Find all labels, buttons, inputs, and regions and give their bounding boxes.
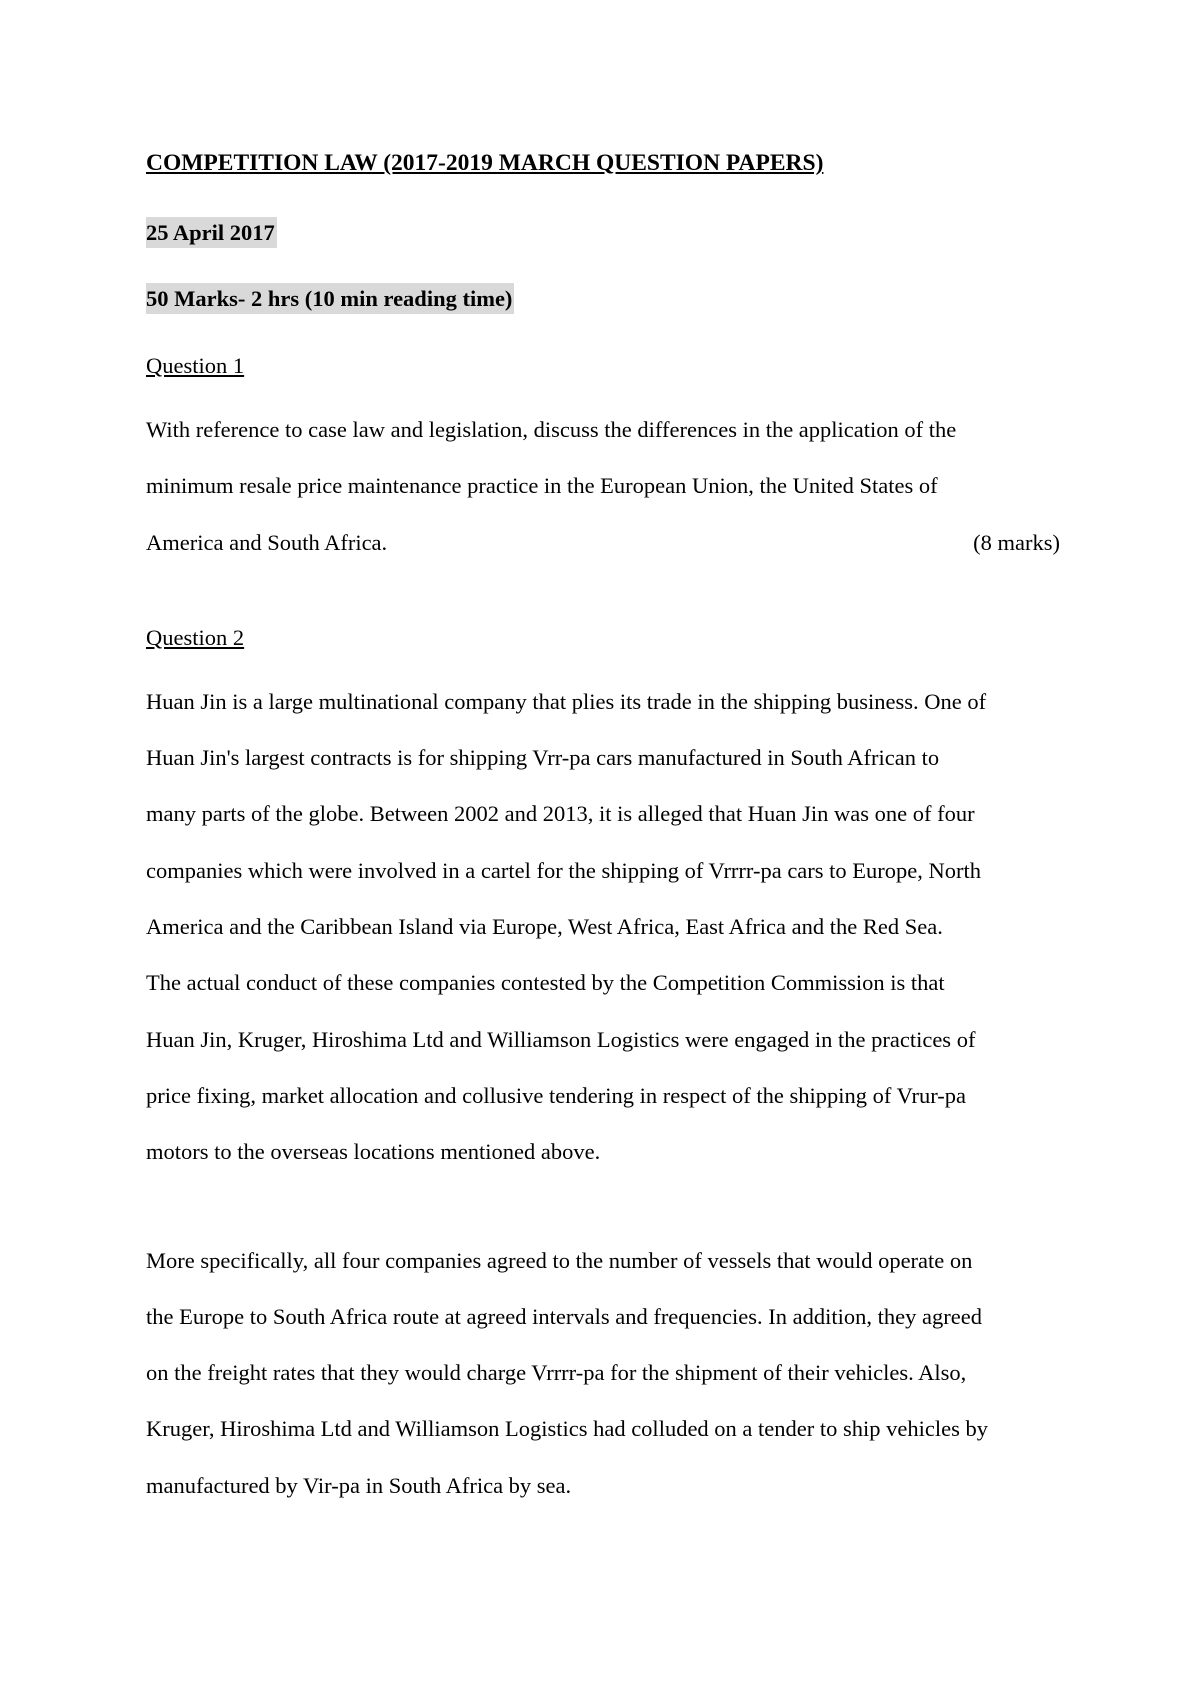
date-line-wrap (146, 217, 1060, 248)
question-1-heading: Question 1 (146, 353, 245, 378)
question-2-paragraph-2 (146, 1233, 1060, 1514)
question-1-line: America and South Africa. (146, 529, 388, 555)
question-2-heading: Question 2 (146, 624, 245, 650)
marks-and-time: 50 Marks- 2 hrs (10 min reading time) (146, 283, 514, 314)
paragraph-line: companies which were involved in a cartel for the shipping of Vrrrr-pa cars to Europe, North (146, 857, 982, 883)
paragraph-line: America and the Caribbean Island via Europe, West Africa, East Africa and the Red Sea. (146, 914, 943, 940)
document-title: COMPETITION LAW (2017-2019 MARCH QUESTION PAPERS) (146, 150, 824, 176)
paragraph-line: manufactured by Vir-pa in South Africa by sea. (146, 1472, 572, 1498)
spacer (146, 571, 1060, 621)
document-body (146, 146, 1060, 1514)
paragraph-line: More specifically, all four companies agreed to the number of vessels that would operate on (146, 1247, 973, 1273)
paragraph-line: Huan Jin's largest contracts is for shipping Vrr-pa cars manufactured in South African to (146, 745, 940, 771)
question-1-line: With reference to case law and legislation, discuss the differences in the application of the (146, 417, 957, 442)
question-2-paragraph-1 (146, 674, 1060, 1181)
paragraph-line: many parts of the globe. Between 2002 and 2013, it is alleged that Huan Jin was one of four (146, 801, 975, 827)
spacer (146, 1181, 1060, 1233)
exam-date: 25 April 2017 (146, 217, 277, 248)
question-1-marks: (8 marks) (973, 529, 1060, 555)
paragraph-line: The actual conduct of these companies contested by the Competition Commission is that (146, 970, 945, 996)
question-1-line: minimum resale price maintenance practice in the European Union, the United States of (146, 473, 938, 499)
paragraph-line: motors to the overseas locations mentioned above. (146, 1139, 601, 1165)
question-1-last-line (146, 515, 1060, 571)
paragraph-line: Huan Jin is a large multinational company that plies its trade in the shipping business. One of (146, 688, 987, 714)
paragraph-line: Huan Jin, Kruger, Hiroshima Ltd and Williamson Logistics were engaged in the practices of (146, 1026, 976, 1052)
paragraph-line: Kruger, Hiroshima Ltd and Williamson Logistics had colluded on a tender to ship vehicles by (146, 1416, 988, 1442)
question-1-text (146, 402, 1060, 571)
marks-line-wrap (146, 283, 1060, 314)
paragraph-line: the Europe to South Africa route at agreed intervals and frequencies. In addition, they agreed (146, 1303, 982, 1329)
paragraph-line: on the freight rates that they would charge Vrrrr-pa for the shipment of their vehicles. Also, (146, 1360, 967, 1386)
paragraph-line: price fixing, market allocation and collusive tendering in respect of the shipping of Vrur-pa (146, 1082, 967, 1108)
